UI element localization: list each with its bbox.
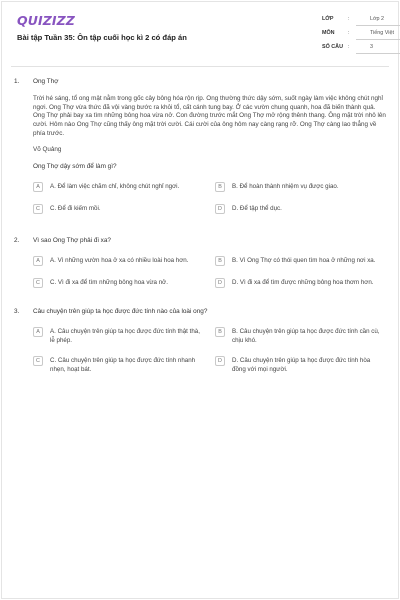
meta-label: SỐ CÂU xyxy=(322,44,343,50)
meta-colon: : xyxy=(348,44,350,50)
answer-options xyxy=(33,256,386,290)
question-body xyxy=(33,78,386,216)
option-letter-box[interactable]: C xyxy=(33,278,43,288)
passage-author: Võ Quảng xyxy=(33,146,62,154)
option-text: D. Để tập thể dục. xyxy=(232,205,282,213)
option-text: A. Để làm việc chăm chỉ, không chút nghỉ ngơi. xyxy=(50,183,180,191)
question-prompt: Ong Thợ dậy sớm để làm gì? xyxy=(33,163,117,171)
question-body xyxy=(33,237,386,290)
option-text: B. Vì Ong Thợ có thói quen tìm hoa ở những nơi xa. xyxy=(232,256,376,264)
option-text: A. Vì những vườn hoa ở xa có nhiều loài hoa hơn. xyxy=(50,256,189,264)
meta-label: MÔN xyxy=(322,30,335,36)
question-number: 1. xyxy=(14,78,20,85)
meta-underline xyxy=(356,39,400,40)
question-number: 3. xyxy=(14,308,20,315)
question-text: Câu chuyện trên giúp ta học được đức tính nào của loài ong? xyxy=(33,308,208,315)
option-letter-box[interactable]: A xyxy=(33,182,43,192)
meta-label: LỚP xyxy=(322,16,334,22)
option-letter-box[interactable]: B xyxy=(215,182,225,192)
option-letter-box[interactable]: B xyxy=(215,256,225,266)
reading-passage: Trời hé sáng, tổ ong mật nằm trong gốc cây bông hóa rộn rịp. Ong thường thức dậy sớm, suốt ngày làm việc không chút nghỉ ngơi. Ong Thợ vừa thức đã vội vàng bước ra khỏi tổ, cất cánh tung bay. Ở các vườn chung quanh, hoa đã biến thành quả. Ong Thợ phải bay xa tìm những bông hoa vừa nở. Con đường trước mắt Ong Thợ mở rộng thênh thang. Ông mặt trời nhô lên cười. Hôm nào Ong Thợ cũng thấy ông mặt trời cười. Cái cười của ông hôm nay càng rạng rỡ. Ong Thợ càng lao thẳng về phía trước. xyxy=(33,94,386,137)
option-text: C. Vì đi xa để tìm những bông hoa vừa nở. xyxy=(50,278,168,286)
question-number: 2. xyxy=(14,237,20,244)
worksheet-meta xyxy=(322,14,400,56)
answer-options xyxy=(33,327,386,383)
worksheet-title: Bài tập Tuần 35: Ôn tập cuối học kì 2 có đáp án xyxy=(17,33,187,42)
meta-value: Lớp 2 xyxy=(370,16,385,22)
option-letter-box[interactable]: D xyxy=(215,356,225,366)
question-text: Ong Thợ xyxy=(33,78,59,85)
option-letter-box[interactable]: B xyxy=(215,327,225,337)
meta-value: Tiếng Việt xyxy=(370,30,394,36)
meta-colon: : xyxy=(348,16,350,22)
meta-row-grade xyxy=(322,14,400,28)
question-text: Vì sao Ong Thợ phải đi xa? xyxy=(33,237,111,244)
option-text: C. Câu chuyện trên giúp ta học được đức tính nhanh nhẹn, hoạt bát. xyxy=(50,356,196,373)
option-letter-box[interactable]: C xyxy=(33,204,43,214)
meta-row-subject xyxy=(322,28,400,42)
option-letter-box[interactable]: D xyxy=(215,278,225,288)
quizizz-logo: QUIZIZZ xyxy=(17,13,75,28)
option-text: B. Để hoàn thành nhiệm vụ được giao. xyxy=(232,183,339,191)
option-text: A. Câu chuyện trên giúp ta học được đức tính thật thà, lễ phép. xyxy=(50,327,200,344)
question-body xyxy=(33,308,386,383)
answer-options xyxy=(33,182,386,216)
option-letter-box[interactable]: A xyxy=(33,327,43,337)
option-text: C. Để đi kiếm mồi. xyxy=(50,205,101,213)
option-text: B. Câu chuyện trên giúp ta học được đức tính cần cù, chịu khó. xyxy=(232,327,380,344)
meta-underline xyxy=(356,53,400,54)
option-text: D. Vì đi xa để tìm được những bông hoa thơm hơn. xyxy=(232,278,374,286)
option-letter-box[interactable]: A xyxy=(33,256,43,266)
meta-underline xyxy=(356,25,400,26)
option-letter-box[interactable]: C xyxy=(33,356,43,366)
header-divider xyxy=(11,66,389,67)
meta-row-question-count xyxy=(322,42,400,56)
worksheet-header xyxy=(17,12,394,58)
meta-colon: : xyxy=(348,30,350,36)
option-text: D. Câu chuyện trên giúp ta học được đức tính hòa đồng với mọi người. xyxy=(232,356,371,373)
option-letter-box[interactable]: D xyxy=(215,204,225,214)
meta-value: 3 xyxy=(370,44,373,50)
